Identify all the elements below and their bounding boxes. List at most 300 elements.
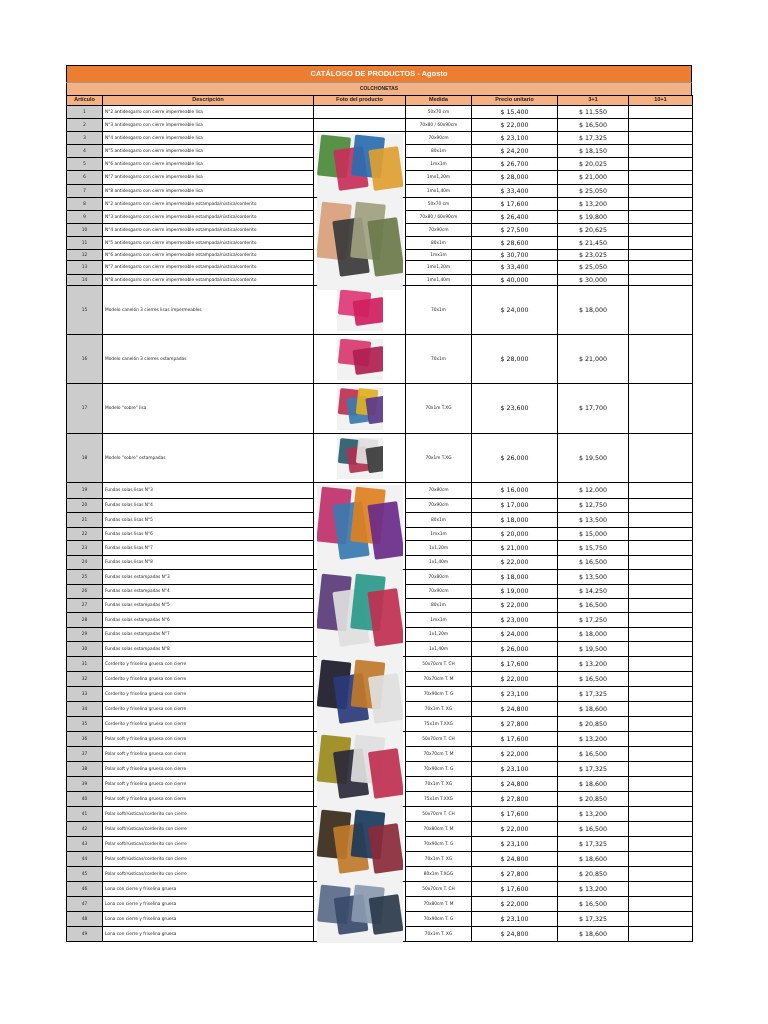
photo-fabric-swatch bbox=[368, 823, 403, 873]
price-3-plus-1: $ 12,750 bbox=[558, 499, 629, 513]
price-10-plus-1 bbox=[629, 541, 693, 556]
unit-price: $ 33,400 bbox=[472, 261, 558, 275]
table-row bbox=[67, 483, 693, 499]
photo-fabric-swatch bbox=[368, 673, 403, 723]
unit-price: $ 23,100 bbox=[472, 837, 558, 852]
photo-fabric-swatch bbox=[353, 346, 383, 375]
article-number: 8 bbox=[67, 198, 103, 211]
product-size: 70x1m T. XG bbox=[406, 927, 472, 942]
article-number: 48 bbox=[67, 912, 103, 927]
table-row bbox=[67, 807, 693, 822]
price-3-plus-1: $ 15,000 bbox=[558, 528, 629, 541]
unit-price: $ 23,100 bbox=[472, 912, 558, 927]
price-10-plus-1 bbox=[629, 672, 693, 687]
product-description: N°6 antidesgarro con cierre impermeable lisa bbox=[103, 158, 314, 171]
product-photo-cell bbox=[314, 335, 406, 384]
price-10-plus-1 bbox=[629, 687, 693, 702]
product-size: 70x90cm bbox=[406, 499, 472, 513]
product-description: Fundas solas estampadas N°4 bbox=[103, 585, 314, 599]
unit-price: $ 23,100 bbox=[472, 762, 558, 777]
article-number: 15 bbox=[67, 286, 103, 335]
article-number: 41 bbox=[67, 807, 103, 822]
price-3-plus-1: $ 25,050 bbox=[558, 261, 629, 275]
article-number: 28 bbox=[67, 613, 103, 628]
product-description: Fundas solas estampadas N°6 bbox=[103, 613, 314, 628]
price-3-plus-1: $ 20,625 bbox=[558, 224, 629, 237]
price-10-plus-1 bbox=[629, 613, 693, 628]
product-description: Fundas solas estampadas N°8 bbox=[103, 642, 314, 657]
price-10-plus-1 bbox=[629, 897, 693, 912]
product-size: 70x1m T.XG bbox=[406, 384, 472, 434]
unit-price: $ 16,000 bbox=[472, 483, 558, 499]
product-description: Fundas solas lisas N°3 bbox=[103, 483, 314, 499]
product-size: 50x70 cm bbox=[406, 106, 472, 119]
product-description: Polar soft/rústicas/corderito con cierre bbox=[103, 807, 314, 822]
price-3-plus-1: $ 20,850 bbox=[558, 717, 629, 732]
unit-price: $ 22,000 bbox=[472, 822, 558, 837]
product-size: 50x70cm T. CH bbox=[406, 882, 472, 897]
unit-price: $ 24,800 bbox=[472, 702, 558, 717]
unit-price: $ 27,800 bbox=[472, 867, 558, 882]
product-size: 70x80 / 60x90cm bbox=[406, 119, 472, 132]
product-photo-cell bbox=[314, 657, 406, 672]
price-3-plus-1: $ 11,550 bbox=[558, 106, 629, 119]
product-photo-cell bbox=[314, 286, 406, 335]
table-body bbox=[67, 106, 693, 942]
product-description: Polar soft y friselina gruesa con cierre bbox=[103, 777, 314, 792]
price-3-plus-1: $ 23,025 bbox=[558, 250, 629, 261]
table-row bbox=[67, 106, 693, 119]
table-row bbox=[67, 286, 693, 335]
product-description: Polar soft/rústicas/corderito con cierre bbox=[103, 852, 314, 867]
product-size: 70x80cm T. M bbox=[406, 897, 472, 912]
unit-price: $ 28,600 bbox=[472, 237, 558, 250]
price-3-plus-1: $ 16,500 bbox=[558, 599, 629, 613]
product-description: N°7 antidesgarro con cierre impermeable lisa bbox=[103, 171, 314, 185]
price-10-plus-1 bbox=[629, 483, 693, 499]
table-row bbox=[67, 335, 693, 384]
product-size: 1mx1m bbox=[406, 528, 472, 541]
price-10-plus-1 bbox=[629, 747, 693, 762]
price-3-plus-1: $ 25,050 bbox=[558, 185, 629, 198]
product-description: Polar soft y friselina gruesa con cierre bbox=[103, 762, 314, 777]
price-10-plus-1 bbox=[629, 792, 693, 807]
price-10-plus-1 bbox=[629, 132, 693, 145]
product-description: Lona con cierre y friselina gruesa bbox=[103, 912, 314, 927]
unit-price: $ 24,800 bbox=[472, 777, 558, 792]
photo-antidesgarro-estampada bbox=[317, 200, 403, 290]
unit-price: $ 33,400 bbox=[472, 185, 558, 198]
article-number: 17 bbox=[67, 384, 103, 434]
product-size: 70x90cm bbox=[406, 585, 472, 599]
product-size: 50x70cm T. CH bbox=[406, 807, 472, 822]
price-3-plus-1: $ 13,200 bbox=[558, 198, 629, 211]
photo-corderito bbox=[317, 659, 403, 734]
unit-price: $ 28,000 bbox=[472, 171, 558, 185]
price-10-plus-1 bbox=[629, 237, 693, 250]
product-size: 70x70cm T. M bbox=[406, 672, 472, 687]
article-number: 38 bbox=[67, 762, 103, 777]
table-row bbox=[67, 570, 693, 585]
price-10-plus-1 bbox=[629, 867, 693, 882]
photo-fabric-swatch bbox=[353, 297, 383, 326]
product-description: Fundas solas lisas N°7 bbox=[103, 541, 314, 556]
price-3-plus-1: $ 18,000 bbox=[558, 286, 629, 335]
product-description: Modelo canelón 3 cierres estampadas bbox=[103, 335, 314, 384]
price-3-plus-1: $ 16,500 bbox=[558, 672, 629, 687]
header-3mas1: 3+1 bbox=[558, 96, 629, 106]
price-10-plus-1 bbox=[629, 570, 693, 585]
product-photo-cell bbox=[314, 807, 406, 822]
article-number: 2 bbox=[67, 119, 103, 132]
product-description: N°4 antidesgarro con cierre impermeable lisa bbox=[103, 132, 314, 145]
photo-fabric-swatch bbox=[368, 146, 403, 191]
price-3-plus-1: $ 21,000 bbox=[558, 171, 629, 185]
article-number: 33 bbox=[67, 687, 103, 702]
price-3-plus-1: $ 17,325 bbox=[558, 912, 629, 927]
product-description: Corderito y friselina gruesa con cierre bbox=[103, 717, 314, 732]
product-photo-cell bbox=[314, 198, 406, 211]
product-description: Polar soft/rústicas/corderito con cierre bbox=[103, 822, 314, 837]
product-size: 70x80cm bbox=[406, 483, 472, 499]
unit-price: $ 24,000 bbox=[472, 286, 558, 335]
photo-canelon-lisa bbox=[337, 290, 383, 331]
price-3-plus-1: $ 16,500 bbox=[558, 897, 629, 912]
product-size: 70x90cm bbox=[406, 224, 472, 237]
article-number: 18 bbox=[67, 434, 103, 483]
photo-fabric-swatch bbox=[368, 748, 403, 798]
product-size: 50x70 cm bbox=[406, 198, 472, 211]
product-description: N°3 antidesgarro con cierre impermeable estampada/rústica/corderito bbox=[103, 211, 314, 224]
price-3-plus-1: $ 19,500 bbox=[558, 642, 629, 657]
unit-price: $ 27,500 bbox=[472, 224, 558, 237]
article-number: 11 bbox=[67, 237, 103, 250]
article-number: 36 bbox=[67, 732, 103, 747]
table-row bbox=[67, 732, 693, 747]
unit-price: $ 17,000 bbox=[472, 499, 558, 513]
price-10-plus-1 bbox=[629, 762, 693, 777]
photo-fundas-lisas bbox=[317, 485, 403, 573]
price-10-plus-1 bbox=[629, 927, 693, 942]
price-10-plus-1 bbox=[629, 807, 693, 822]
photo-lona bbox=[317, 884, 403, 943]
price-10-plus-1 bbox=[629, 211, 693, 224]
product-description: Polar soft/rústicas/corderito con cierre bbox=[103, 837, 314, 852]
product-size: 50x70cm T. CH bbox=[406, 732, 472, 747]
unit-price: $ 17,600 bbox=[472, 807, 558, 822]
unit-price: $ 23,100 bbox=[472, 687, 558, 702]
product-size: 80x1m T.XGG bbox=[406, 867, 472, 882]
article-number: 1 bbox=[67, 106, 103, 119]
product-size: 70x1m bbox=[406, 286, 472, 335]
price-10-plus-1 bbox=[629, 657, 693, 672]
photo-polar-rusticas bbox=[317, 809, 403, 884]
price-10-plus-1 bbox=[629, 286, 693, 335]
price-3-plus-1: $ 13,500 bbox=[558, 570, 629, 585]
price-3-plus-1: $ 17,325 bbox=[558, 687, 629, 702]
product-description: Lona con cierre y friselina gruesa bbox=[103, 927, 314, 942]
price-3-plus-1: $ 19,800 bbox=[558, 211, 629, 224]
price-10-plus-1 bbox=[629, 777, 693, 792]
article-number: 23 bbox=[67, 541, 103, 556]
unit-price: $ 22,000 bbox=[472, 556, 558, 570]
article-number: 22 bbox=[67, 528, 103, 541]
photo-fabric-swatch bbox=[367, 217, 403, 276]
unit-price: $ 19,000 bbox=[472, 585, 558, 599]
product-size: 80x1m bbox=[406, 513, 472, 528]
unit-price: $ 26,000 bbox=[472, 642, 558, 657]
photo-fundas-estampadas bbox=[317, 572, 403, 660]
article-number: 5 bbox=[67, 158, 103, 171]
price-10-plus-1 bbox=[629, 702, 693, 717]
product-description: N°4 antidesgarro con cierre impermeable estampada/rústica/corderito bbox=[103, 224, 314, 237]
unit-price: $ 22,000 bbox=[472, 672, 558, 687]
product-description: Fundas solas estampadas N°3 bbox=[103, 570, 314, 585]
article-number: 4 bbox=[67, 145, 103, 158]
unit-price: $ 27,800 bbox=[472, 717, 558, 732]
article-number: 12 bbox=[67, 250, 103, 261]
product-photo-cell bbox=[314, 732, 406, 747]
catalog-sheet bbox=[66, 65, 692, 942]
price-10-plus-1 bbox=[629, 185, 693, 198]
price-3-plus-1: $ 16,500 bbox=[558, 119, 629, 132]
product-description: Corderito y friselina gruesa con cierre bbox=[103, 687, 314, 702]
unit-price: $ 24,800 bbox=[472, 852, 558, 867]
product-description: Polar soft y friselina gruesa con cierre bbox=[103, 747, 314, 762]
product-photo-cell bbox=[314, 132, 406, 145]
product-size: 1x1,20m bbox=[406, 628, 472, 642]
product-description: N°8 antidesgarro con cierre impermeable lisa bbox=[103, 185, 314, 198]
product-size: 70x1m T. XG bbox=[406, 852, 472, 867]
product-description: N°7 antidesgarro con cierre impermeable estampada/rústica/corderito bbox=[103, 261, 314, 275]
price-10-plus-1 bbox=[629, 882, 693, 897]
article-number: 29 bbox=[67, 628, 103, 642]
price-10-plus-1 bbox=[629, 852, 693, 867]
price-10-plus-1 bbox=[629, 912, 693, 927]
unit-price: $ 27,800 bbox=[472, 792, 558, 807]
product-size: 70x1m T. XG bbox=[406, 702, 472, 717]
photo-fabric-swatch bbox=[367, 589, 403, 647]
product-size: 70x1m bbox=[406, 335, 472, 384]
unit-price: $ 20,000 bbox=[472, 528, 558, 541]
article-number: 39 bbox=[67, 777, 103, 792]
unit-price: $ 23,000 bbox=[472, 613, 558, 628]
unit-price: $ 17,600 bbox=[472, 198, 558, 211]
table-header-row bbox=[67, 96, 693, 106]
product-size: 1mx1m bbox=[406, 250, 472, 261]
price-3-plus-1: $ 17,700 bbox=[558, 384, 629, 434]
unit-price: $ 26,000 bbox=[472, 434, 558, 483]
price-3-plus-1: $ 18,600 bbox=[558, 702, 629, 717]
photo-polar-soft bbox=[317, 734, 403, 809]
header-10mas1: 10+1 bbox=[629, 96, 693, 106]
header-precio: Precio unitario bbox=[472, 96, 558, 106]
section-header: COLCHONETAS bbox=[66, 82, 692, 95]
table-row bbox=[67, 132, 693, 145]
price-3-plus-1: $ 13,200 bbox=[558, 807, 629, 822]
price-3-plus-1: $ 18,150 bbox=[558, 145, 629, 158]
price-10-plus-1 bbox=[629, 119, 693, 132]
unit-price: $ 18,000 bbox=[472, 570, 558, 585]
product-description: Polar soft y friselina gruesa con cierre bbox=[103, 732, 314, 747]
product-description: N°2 antidesgarro con cierre impermeable lisa bbox=[103, 106, 314, 119]
price-10-plus-1 bbox=[629, 434, 693, 483]
price-3-plus-1: $ 17,250 bbox=[558, 613, 629, 628]
price-3-plus-1: $ 30,000 bbox=[558, 275, 629, 286]
product-photo-cell bbox=[314, 483, 406, 499]
price-10-plus-1 bbox=[629, 599, 693, 613]
unit-price: $ 40,000 bbox=[472, 275, 558, 286]
unit-price: $ 23,600 bbox=[472, 384, 558, 434]
price-3-plus-1: $ 20,850 bbox=[558, 792, 629, 807]
table-row bbox=[67, 384, 693, 434]
product-description: N°5 antidesgarro con cierre impermeable estampada/rústica/corderito bbox=[103, 237, 314, 250]
product-size: 1mx1,40m bbox=[406, 275, 472, 286]
price-3-plus-1: $ 20,025 bbox=[558, 158, 629, 171]
article-number: 9 bbox=[67, 211, 103, 224]
product-size: 1x1,40m bbox=[406, 642, 472, 657]
price-3-plus-1: $ 17,325 bbox=[558, 762, 629, 777]
product-description: N°8 antidesgarro con cierre impermeable estampada/rústica/corderito bbox=[103, 275, 314, 286]
photo-fabric-swatch bbox=[365, 445, 383, 473]
price-3-plus-1: $ 16,500 bbox=[558, 822, 629, 837]
unit-price: $ 17,600 bbox=[472, 657, 558, 672]
price-3-plus-1: $ 16,500 bbox=[558, 747, 629, 762]
article-number: 14 bbox=[67, 275, 103, 286]
price-10-plus-1 bbox=[629, 106, 693, 119]
table-row bbox=[67, 882, 693, 897]
product-size: 70x90cm T. G bbox=[406, 837, 472, 852]
header-articulo: Artículo bbox=[67, 96, 103, 106]
price-10-plus-1 bbox=[629, 556, 693, 570]
product-size: 70x90cm T. G bbox=[406, 687, 472, 702]
product-description: Corderito y friselina gruesa con cierre bbox=[103, 657, 314, 672]
product-size: 70x80cm bbox=[406, 570, 472, 585]
unit-price: $ 15,400 bbox=[472, 106, 558, 119]
article-number: 49 bbox=[67, 927, 103, 942]
price-10-plus-1 bbox=[629, 732, 693, 747]
product-photo-cell bbox=[314, 570, 406, 585]
price-10-plus-1 bbox=[629, 528, 693, 541]
product-size: 50x70cm T. CH bbox=[406, 657, 472, 672]
product-size: 1mx1,40m bbox=[406, 185, 472, 198]
product-description: Polar soft y friselina gruesa con cierre bbox=[103, 792, 314, 807]
unit-price: $ 22,000 bbox=[472, 897, 558, 912]
article-number: 26 bbox=[67, 585, 103, 599]
article-number: 21 bbox=[67, 513, 103, 528]
price-3-plus-1: $ 19,500 bbox=[558, 434, 629, 483]
header-foto: Foto del producto bbox=[314, 96, 406, 106]
unit-price: $ 24,800 bbox=[472, 927, 558, 942]
product-size: 1mx1m bbox=[406, 613, 472, 628]
unit-price: $ 30,700 bbox=[472, 250, 558, 261]
price-10-plus-1 bbox=[629, 822, 693, 837]
price-3-plus-1: $ 12,000 bbox=[558, 483, 629, 499]
product-size: 1x1,20m bbox=[406, 541, 472, 556]
unit-price: $ 26,400 bbox=[472, 211, 558, 224]
product-size: 1mx1m bbox=[406, 158, 472, 171]
product-description: Lona con cierre y friselina gruesa bbox=[103, 897, 314, 912]
product-size: 70x70cm T. M bbox=[406, 747, 472, 762]
header-descripcion: Descripción bbox=[103, 96, 314, 106]
product-description: Fundas solas lisas N°5 bbox=[103, 513, 314, 528]
photo-sobre-lisa bbox=[337, 388, 383, 430]
product-size: 75x1m T.XXG bbox=[406, 792, 472, 807]
price-3-plus-1: $ 14,250 bbox=[558, 585, 629, 599]
header-medida: Medida bbox=[406, 96, 472, 106]
article-number: 19 bbox=[67, 483, 103, 499]
unit-price: $ 22,000 bbox=[472, 599, 558, 613]
product-description: Fundas solas lisas N°8 bbox=[103, 556, 314, 570]
product-size: 70x1m T.XG bbox=[406, 434, 472, 483]
catalog-title: CATÁLOGO DE PRODUCTOS - Agosto bbox=[66, 65, 692, 82]
price-3-plus-1: $ 17,325 bbox=[558, 837, 629, 852]
product-photo-cell bbox=[314, 882, 406, 897]
price-10-plus-1 bbox=[629, 499, 693, 513]
price-10-plus-1 bbox=[629, 250, 693, 261]
price-3-plus-1: $ 17,325 bbox=[558, 132, 629, 145]
price-3-plus-1: $ 16,500 bbox=[558, 556, 629, 570]
price-10-plus-1 bbox=[629, 513, 693, 528]
unit-price: $ 28,000 bbox=[472, 335, 558, 384]
product-size: 80x1m bbox=[406, 237, 472, 250]
product-table bbox=[66, 95, 693, 942]
price-10-plus-1 bbox=[629, 628, 693, 642]
unit-price: $ 24,200 bbox=[472, 145, 558, 158]
price-3-plus-1: $ 13,200 bbox=[558, 657, 629, 672]
unit-price: $ 22,000 bbox=[472, 747, 558, 762]
product-size: 70x90cm bbox=[406, 132, 472, 145]
article-number: 43 bbox=[67, 837, 103, 852]
price-3-plus-1: $ 18,600 bbox=[558, 777, 629, 792]
product-description: Modelo canelón 3 cierres lisas impermeables bbox=[103, 286, 314, 335]
price-10-plus-1 bbox=[629, 198, 693, 211]
product-description: Lona con cierre y friselina gruesa bbox=[103, 882, 314, 897]
price-3-plus-1: $ 13,500 bbox=[558, 513, 629, 528]
product-description: Corderito y friselina gruesa con cierre bbox=[103, 702, 314, 717]
table-row bbox=[67, 198, 693, 211]
photo-fabric-swatch bbox=[365, 396, 383, 424]
article-number: 10 bbox=[67, 224, 103, 237]
article-number: 27 bbox=[67, 599, 103, 613]
product-size: 75x1m T.XXG bbox=[406, 717, 472, 732]
photo-antidesgarro-lisa bbox=[317, 134, 403, 200]
price-3-plus-1: $ 18,000 bbox=[558, 628, 629, 642]
price-3-plus-1: $ 21,000 bbox=[558, 335, 629, 384]
photo-fabric-swatch bbox=[367, 502, 403, 560]
unit-price: $ 18,000 bbox=[472, 513, 558, 528]
unit-price: $ 23,100 bbox=[472, 132, 558, 145]
price-3-plus-1: $ 13,200 bbox=[558, 732, 629, 747]
price-10-plus-1 bbox=[629, 224, 693, 237]
product-description: N°5 antidesgarro con cierre impermeable lisa bbox=[103, 145, 314, 158]
product-photo-cell bbox=[314, 434, 406, 483]
product-size: 70x90cm T. G bbox=[406, 912, 472, 927]
price-3-plus-1: $ 18,600 bbox=[558, 852, 629, 867]
product-size: 80x1m bbox=[406, 145, 472, 158]
price-10-plus-1 bbox=[629, 717, 693, 732]
product-size: 80x1m bbox=[406, 599, 472, 613]
unit-price: $ 26,700 bbox=[472, 158, 558, 171]
unit-price: $ 22,000 bbox=[472, 119, 558, 132]
product-size: 1x1,40m bbox=[406, 556, 472, 570]
product-size: 70x1m T. XG bbox=[406, 777, 472, 792]
product-size: 70x80cm T. M bbox=[406, 822, 472, 837]
article-number: 44 bbox=[67, 852, 103, 867]
product-description: Polar soft/rústicas/corderito con cierre bbox=[103, 867, 314, 882]
article-number: 34 bbox=[67, 702, 103, 717]
product-photo-cell bbox=[314, 119, 406, 132]
